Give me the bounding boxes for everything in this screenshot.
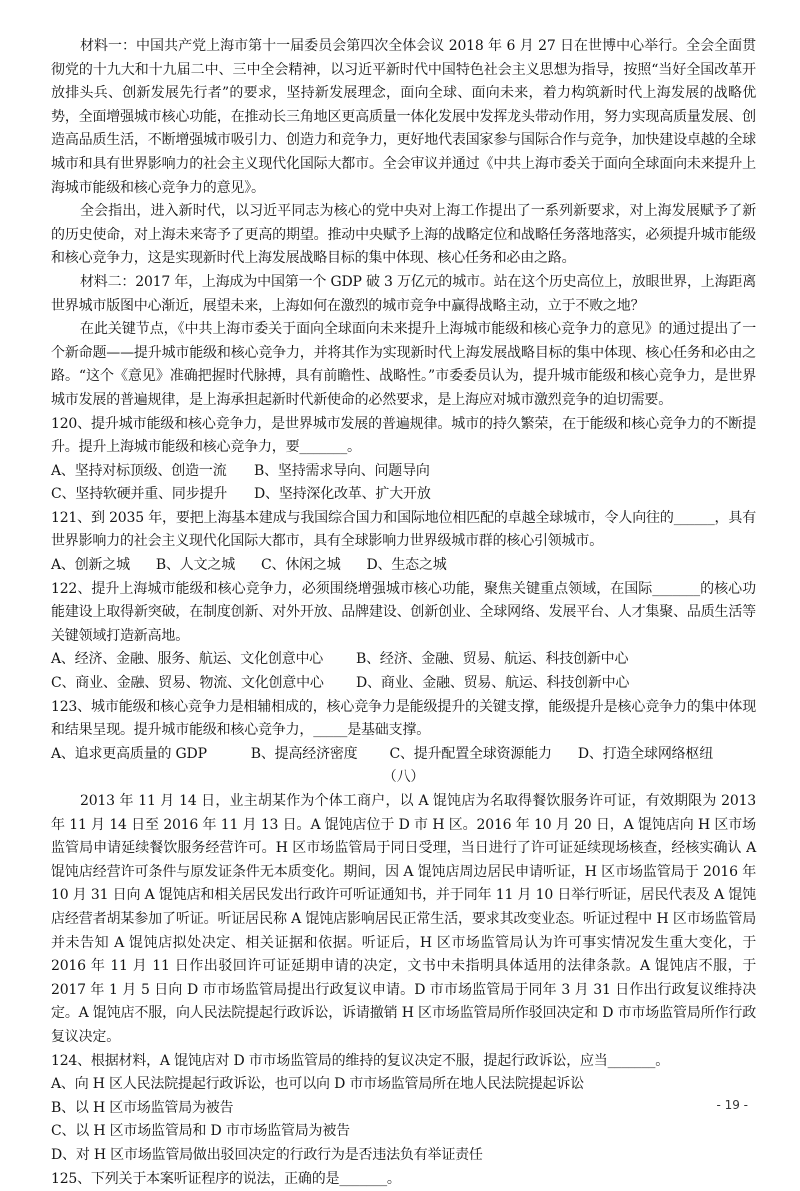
material-two-paragraph: 材料二：2017 年，上海成为中国第一个 GDP 破 3 万亿元的城市。站在这个历史高位上，放眼世界，上海距离世界城市版图中心渐近，展望未来，上海如何在激烈的城市竞争中赢得战略主动，立于不败之地？ bbox=[51, 271, 756, 318]
option-c: C、商业、金融、贸易、物流、文化创意中心 bbox=[51, 672, 356, 696]
option-c: C、休闲之城 bbox=[261, 554, 341, 578]
material-one-paragraph-2: 全会指出，进入新时代，以习近平同志为核心的党中央对上海工作提出了一系列新要求，对上海发展赋予了新的历史使命，对上海未来寄予了更高的期望。推动中央赋予上海的战略定位和战略任务落地落实，必须提升城市能级和核心竞争力，这是实现新时代上海发展战略目标的集中体现、核心任务和必由之路。 bbox=[51, 200, 756, 271]
question-120-options-row-2 bbox=[51, 483, 756, 507]
material-one-paragraph: 材料一：中国共产党上海市第十一届委员会第四次全体会议 2018 年 6 月 27 日在世博中心举行。全会全面贯彻党的十九大和十九届二中、三中全会精神，以习近平新时代中国特色社会主义思想为指导，按照“当好全国改革开放排头兵、创新发展先行者”的要求，坚持新发展理念，面向全球、面向未来，着力构筑新时代上海发展的战略优势，全面增强城市核心功能，在推动长三角地区更高质量一体化发展中发挥龙头带动作用，努力实现高质量发展、创造高品质生活，不断增强城市吸引力、创造力和竞争力，更好地代表国家参与国际合作与竞争，加快建设卓越的全球城市和具有世界影响力的社会主义现代化国际大都市。全会审议并通过《中共上海市委关于面向全球面向未来提升上海城市能级和核心竞争力的意见》。 bbox=[51, 35, 756, 200]
question-123-options bbox=[51, 743, 756, 767]
option-c: C、坚持软硬并重、同步提升 bbox=[51, 483, 254, 507]
option-d: D、打造全球网络枢纽 bbox=[578, 743, 713, 767]
question-122: 122、提升上海城市能级和核心竞争力，必须围绕增强城市核心功能，聚焦关键重点领域，在国际_______的核心功能建设上取得新突破，在制度创新、对外开放、品牌建设、创新创业、全球网络、发展平台、人才集聚、品质生活等关键领域打造新高地。 bbox=[51, 578, 756, 649]
option-b: B、人文之城 bbox=[156, 554, 235, 578]
option-b: B、坚持需求导向、问题导向 bbox=[254, 460, 430, 484]
case-paragraph: 2013 年 11 月 14 日，业主胡某作为个体工商户，以 A 馄饨店为名取得餐饮服务许可证，有效期限为 2013 年 11 月 14 日至 2016 年 11 月 13 日。A 馄饨店位于 D 市 H 区。2016 年 10 月 20 日，A 馄饨店向 H 区市场监管局申请延续餐饮服务经营许可。H 区市场监管局于同日受理，当日进行了许可证延续现场核查，经核实确认 A 馄饨店经营许可条件与原发证条件无本质变化。期间，因 A 馄饨店周边居民申请听证，H 区市场监管局于 2016 年 10 月 31 日向 A 馄饨店和相关居民发出行政许可听证通知书，并于同年 11 月 10 日举行听证，居民代表及 A 馄饨店经营者胡某参加了听证。听证居民称 A 馄饨店影响居民正常生活，要求其改变业态。听证过程中 H 区市场监管局并未告知 A 馄饨店拟处决定、相关证据和依据。听证后，H 区市场监管局认为许可事实情况发生重大变化，于 2016 年 11 月 11 日作出驳回许可证延期申请的决定，文书中未指明具体适用的法律条款。A 馄饨店不服，于 2017 年 1 月 5 日向 D 市市场监管局提出行政复议申请。D 市市场监管局于同年 3 月 31 日作出行政复议维持决定。A 馄饨店不服，向人民法院提起行政诉讼，诉请撤销 H 区市场监管局所作驳回决定和 D 市市场监管局所作行政复议决定。 bbox=[51, 790, 756, 1050]
option-b: B、提高经济密度 bbox=[251, 743, 358, 767]
question-120-options-row-1 bbox=[51, 460, 756, 484]
question-125: 125、下列关于本案听证程序的说法，正确的是_______。 bbox=[51, 1168, 756, 1191]
question-123: 123、城市能级和核心竞争力是相辅相成的，核心竞争力是能级提升的关键支撑，能级提升是核心竞争力的集中体现和结果呈现。提升城市能级和核心竞争力，_____是基础支撑。 bbox=[51, 696, 756, 743]
option-c: C、提升配置全球资源能力 bbox=[390, 743, 552, 767]
option-b: B、经济、金融、贸易、航运、科技创新中心 bbox=[356, 648, 628, 672]
option-d: D、生态之城 bbox=[367, 554, 447, 578]
option-d: D、坚持深化改革、扩大开放 bbox=[254, 483, 431, 507]
option-b: B、以 H 区市场监管局为被告 bbox=[51, 1097, 756, 1121]
option-c: C、以 H 区市场监管局和 D 市市场监管局为被告 bbox=[51, 1120, 756, 1144]
material-two-paragraph-2: 在此关键节点，《中共上海市委关于面向全球面向未来提升上海城市能级和核心竞争力的意见》的通过提出了一个新命题——提升城市能级和核心竞争力，并将其作为实现新时代上海发展战略目标的集中体现、核心任务和必由之路。“这个《意见》准确把握时代脉搏，具有前瞻性、战略性。”市委委员认为，提升城市能级和核心竞争力，是世界城市发展的普遍规律，是上海承担起新时代新使命的必然要求，是上海应对城市激烈竞争的迫切需要。 bbox=[51, 318, 756, 412]
question-121-options bbox=[51, 554, 756, 578]
question-124: 124、根据材料，A 馄饨店对 D 市市场监管局的维持的复议决定不服，提起行政诉讼，应当_______。 bbox=[51, 1050, 756, 1074]
option-a: A、经济、金融、服务、航运、文化创意中心 bbox=[51, 648, 356, 672]
question-120: 120、提升城市能级和核心竞争力，是世界城市发展的普遍规律。城市的持久繁荣，在于能级和核心竞争力的不断提升。提升上海城市能级和核心竞争力，要_______。 bbox=[51, 413, 756, 460]
question-122-options-row-1 bbox=[51, 648, 756, 672]
document-page bbox=[51, 35, 756, 1191]
option-d: D、对 H 区市场监管局做出驳回决定的行政行为是否违法负有举证责任 bbox=[51, 1144, 756, 1168]
option-a: A、坚持对标顶级、创造一流 bbox=[51, 460, 254, 484]
option-d: D、商业、金融、贸易、航运、科技创新中心 bbox=[356, 672, 629, 696]
section-heading: （八） bbox=[51, 766, 756, 790]
question-121: 121、到 2035 年，要把上海基本建成与我国综合国力和国际地位相匹配的卓越全球城市，令人向往的______，具有世界影响力的社会主义现代化国际大都市，具有全球影响力世界级城市群的核心引领城市。 bbox=[51, 507, 756, 554]
page-number: - 19 - bbox=[716, 1098, 748, 1112]
option-a: A、向 H 区人民法院提起行政诉讼，也可以向 D 市市场监管局所在地人民法院提起诉讼 bbox=[51, 1073, 756, 1097]
option-a: A、追求更高质量的 GDP bbox=[51, 743, 207, 767]
question-122-options-row-2 bbox=[51, 672, 756, 696]
option-a: A、创新之城 bbox=[51, 554, 130, 578]
